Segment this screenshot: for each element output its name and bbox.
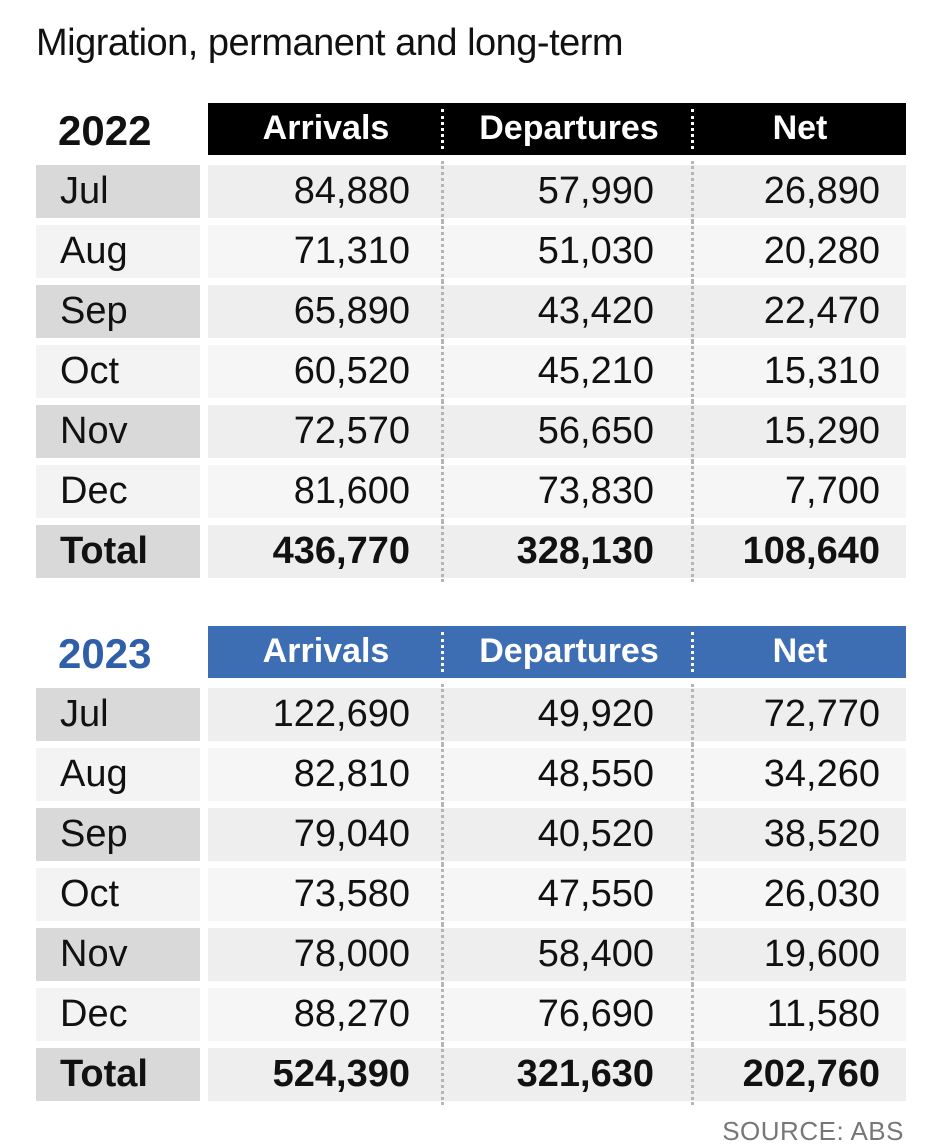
table-row — [36, 285, 906, 338]
column-header-net: Net — [772, 109, 828, 147]
departures-cell: 43,420 — [444, 285, 694, 338]
column-header-net: Net — [772, 632, 828, 670]
table-row — [36, 688, 906, 741]
month-cell: Dec — [36, 988, 200, 1041]
arrivals-cell: 65,890 — [208, 285, 444, 338]
table-2023 — [36, 626, 906, 1108]
arrivals-cell: 122,690 — [208, 688, 444, 741]
table-row — [36, 928, 906, 981]
chart-title: Migration, permanent and long-term — [36, 22, 624, 64]
table-header — [36, 626, 906, 678]
table-body — [36, 688, 906, 1101]
total-label: Total — [36, 1048, 200, 1101]
net-cell: 26,890 — [694, 165, 906, 218]
departures-cell: 57,990 — [444, 165, 694, 218]
column-header-arrivals: Arrivals — [208, 626, 444, 678]
net-cell: 38,520 — [694, 808, 906, 861]
month-cell: Jul — [36, 688, 200, 741]
column-header-departures: Departures — [444, 103, 694, 155]
total-net-cell: 202,760 — [694, 1048, 906, 1101]
arrivals-cell: 81,600 — [208, 465, 444, 518]
header-bar — [208, 103, 906, 155]
table-row — [36, 345, 906, 398]
arrivals-cell: 78,000 — [208, 928, 444, 981]
total-net-cell: 108,640 — [694, 525, 906, 578]
arrivals-cell: 73,580 — [208, 868, 444, 921]
table-row — [36, 808, 906, 861]
month-cell: Aug — [36, 748, 200, 801]
arrivals-cell: 60,520 — [208, 345, 444, 398]
table-header — [36, 103, 906, 155]
month-cell: Oct — [36, 345, 200, 398]
arrivals-cell: 79,040 — [208, 808, 444, 861]
total-label: Total — [36, 525, 200, 578]
departures-cell: 58,400 — [444, 928, 694, 981]
table-2022 — [36, 103, 906, 585]
departures-cell: 73,830 — [444, 465, 694, 518]
table-row — [36, 465, 906, 518]
arrivals-cell: 88,270 — [208, 988, 444, 1041]
net-cell: 72,770 — [694, 688, 906, 741]
net-cell: 34,260 — [694, 748, 906, 801]
table-row — [36, 748, 906, 801]
departures-cell: 56,650 — [444, 405, 694, 458]
header-bar — [208, 626, 906, 678]
departures-cell: 48,550 — [444, 748, 694, 801]
table-row — [36, 868, 906, 921]
total-departures-cell: 321,630 — [444, 1048, 694, 1101]
net-cell: 11,580 — [694, 988, 906, 1041]
month-cell: Dec — [36, 465, 200, 518]
source-note: SOURCE: ABS — [722, 1116, 904, 1146]
net-cell: 22,470 — [694, 285, 906, 338]
net-cell: 15,310 — [694, 345, 906, 398]
month-cell: Oct — [36, 868, 200, 921]
departures-cell: 47,550 — [444, 868, 694, 921]
total-arrivals-cell: 436,770 — [208, 525, 444, 578]
year-label: 2023 — [58, 630, 152, 677]
month-cell: Sep — [36, 285, 200, 338]
arrivals-cell: 82,810 — [208, 748, 444, 801]
departures-cell: 51,030 — [444, 225, 694, 278]
column-header-departures: Departures — [444, 626, 694, 678]
departures-cell: 40,520 — [444, 808, 694, 861]
month-cell: Jul — [36, 165, 200, 218]
month-cell: Aug — [36, 225, 200, 278]
table-row — [36, 988, 906, 1041]
net-cell: 7,700 — [694, 465, 906, 518]
total-row — [36, 525, 906, 578]
arrivals-cell: 71,310 — [208, 225, 444, 278]
column-header-arrivals: Arrivals — [208, 103, 444, 155]
month-cell: Sep — [36, 808, 200, 861]
net-cell: 19,600 — [694, 928, 906, 981]
year-label: 2022 — [58, 107, 152, 154]
net-cell: 20,280 — [694, 225, 906, 278]
month-cell: Nov — [36, 405, 200, 458]
net-cell: 15,290 — [694, 405, 906, 458]
total-departures-cell: 328,130 — [444, 525, 694, 578]
arrivals-cell: 84,880 — [208, 165, 444, 218]
departures-cell: 76,690 — [444, 988, 694, 1041]
table-row — [36, 405, 906, 458]
total-arrivals-cell: 524,390 — [208, 1048, 444, 1101]
table-row — [36, 225, 906, 278]
month-cell: Nov — [36, 928, 200, 981]
departures-cell: 49,920 — [444, 688, 694, 741]
table-body — [36, 165, 906, 578]
net-cell: 26,030 — [694, 868, 906, 921]
total-row — [36, 1048, 906, 1101]
departures-cell: 45,210 — [444, 345, 694, 398]
arrivals-cell: 72,570 — [208, 405, 444, 458]
table-row — [36, 165, 906, 218]
